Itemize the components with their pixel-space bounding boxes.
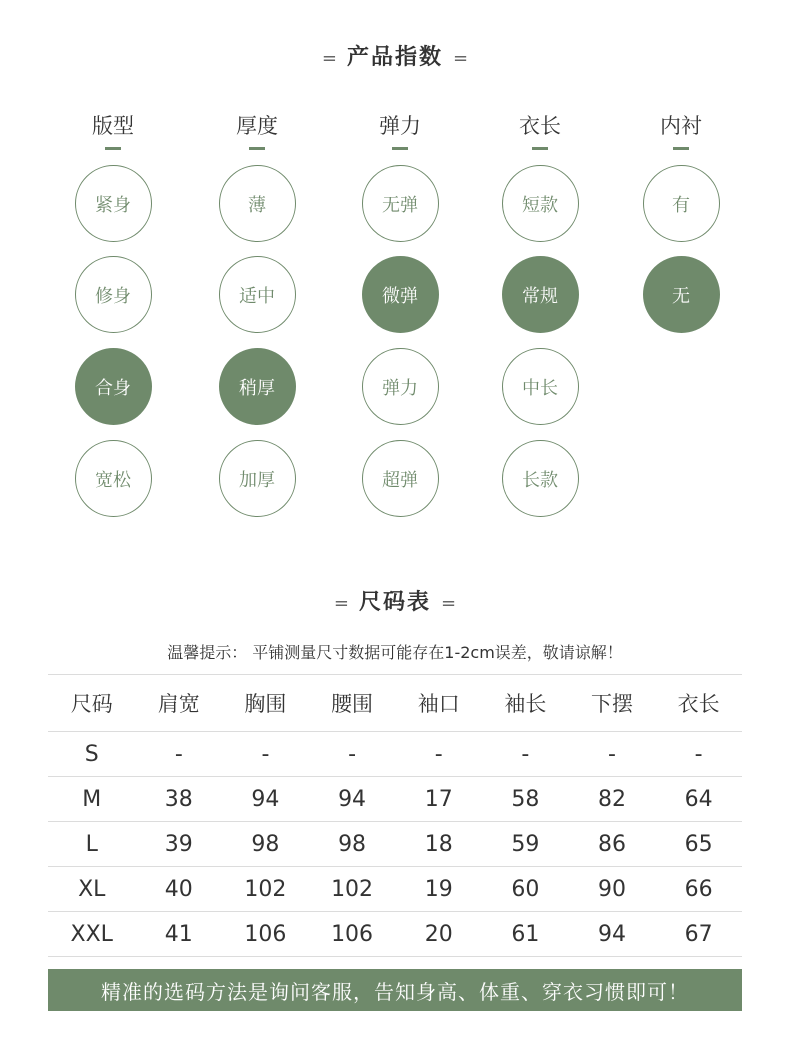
size-table-cell: 102 xyxy=(222,867,309,912)
product-index-title: = 产品指数 = xyxy=(321,45,469,70)
size-table-cell: 20 xyxy=(395,912,482,957)
measurement-tip: 温馨提示： 平铺测量尺寸数据可能存在1-2cm误差，敬请谅解！ xyxy=(167,643,623,662)
size-table-header xyxy=(48,675,742,732)
size-table-cell: 59 xyxy=(482,822,569,867)
size-table-cell: 61 xyxy=(482,912,569,957)
size-table-cell: 38 xyxy=(135,777,222,822)
size-table-cell: 19 xyxy=(395,867,482,912)
index-option-selected: 稍厚 xyxy=(219,348,296,425)
index-column-label: 内衬 xyxy=(660,114,702,138)
size-table-header-cell: 袖口 xyxy=(395,675,482,732)
size-table-cell: S xyxy=(48,732,135,777)
size-table-cell: XL xyxy=(48,867,135,912)
size-table-cell: 86 xyxy=(569,822,656,867)
size-table-cell: 58 xyxy=(482,777,569,822)
index-option-selected: 常规 xyxy=(502,256,579,333)
size-table-cell: 94 xyxy=(222,777,309,822)
size-advice-banner: 精准的选码方法是询问客服，告知身高、体重、穿衣习惯即可！ xyxy=(48,969,742,1011)
size-table-header-cell: 衣长 xyxy=(655,675,742,732)
size-table-cell: 40 xyxy=(135,867,222,912)
size-table-cell: XXL xyxy=(48,912,135,957)
size-table-cell: 94 xyxy=(309,777,396,822)
index-option: 超弹 xyxy=(362,440,439,517)
heading-underline xyxy=(532,147,548,150)
size-table-cell: 64 xyxy=(655,777,742,822)
size-table-cell: 106 xyxy=(309,912,396,957)
index-column-heading xyxy=(197,110,317,150)
size-table-cell: 98 xyxy=(222,822,309,867)
size-table-cell: 90 xyxy=(569,867,656,912)
size-table-cell: 65 xyxy=(655,822,742,867)
heading-underline xyxy=(392,147,408,150)
size-table-cell: - xyxy=(655,732,742,777)
index-option: 宽松 xyxy=(75,440,152,517)
table-row xyxy=(48,912,742,957)
size-table-cell: - xyxy=(569,732,656,777)
size-table-cell: - xyxy=(395,732,482,777)
index-column-label: 版型 xyxy=(92,114,134,138)
size-table xyxy=(48,674,742,957)
size-table-cell: 66 xyxy=(655,867,742,912)
index-column-label: 厚度 xyxy=(236,114,278,138)
index-option: 无弹 xyxy=(362,165,439,242)
size-table-cell: 17 xyxy=(395,777,482,822)
size-table-cell: 94 xyxy=(569,912,656,957)
table-row xyxy=(48,867,742,912)
index-option: 紧身 xyxy=(75,165,152,242)
index-option-selected: 无 xyxy=(643,256,720,333)
size-table-cell: 39 xyxy=(135,822,222,867)
size-table-cell: 67 xyxy=(655,912,742,957)
size-table-header-cell: 袖长 xyxy=(482,675,569,732)
index-option: 薄 xyxy=(219,165,296,242)
size-table-header-cell: 腰围 xyxy=(309,675,396,732)
size-table-header-cell: 肩宽 xyxy=(135,675,222,732)
size-table-cell: - xyxy=(135,732,222,777)
size-chart-title: = 尺码表 = xyxy=(333,590,457,615)
index-column-heading xyxy=(480,110,600,150)
size-table-cell: L xyxy=(48,822,135,867)
index-column-heading xyxy=(53,110,173,150)
table-row xyxy=(48,777,742,822)
size-table-cell: M xyxy=(48,777,135,822)
index-option: 短款 xyxy=(502,165,579,242)
size-table-cell: - xyxy=(309,732,396,777)
index-option-selected: 微弹 xyxy=(362,256,439,333)
heading-underline xyxy=(249,147,265,150)
index-option: 修身 xyxy=(75,256,152,333)
size-table-cell: 60 xyxy=(482,867,569,912)
table-row xyxy=(48,822,742,867)
index-column-heading xyxy=(621,110,741,150)
size-table-cell: - xyxy=(482,732,569,777)
index-option: 弹力 xyxy=(362,348,439,425)
size-table-cell: 98 xyxy=(309,822,396,867)
heading-underline xyxy=(673,147,689,150)
index-option: 加厚 xyxy=(219,440,296,517)
size-table-cell: 41 xyxy=(135,912,222,957)
size-table-header-cell: 下摆 xyxy=(569,675,656,732)
index-column-label: 衣长 xyxy=(519,114,561,138)
index-option: 中长 xyxy=(502,348,579,425)
index-option-selected: 合身 xyxy=(75,348,152,425)
heading-underline xyxy=(105,147,121,150)
index-option: 适中 xyxy=(219,256,296,333)
index-column-heading xyxy=(340,110,460,150)
size-table-cell: 106 xyxy=(222,912,309,957)
size-table-cell: 18 xyxy=(395,822,482,867)
table-row xyxy=(48,732,742,777)
index-option: 长款 xyxy=(502,440,579,517)
size-table-cell: 102 xyxy=(309,867,396,912)
index-column-label: 弹力 xyxy=(379,114,421,138)
size-table-cell: - xyxy=(222,732,309,777)
size-table-header-cell: 尺码 xyxy=(48,675,135,732)
size-table-header-cell: 胸围 xyxy=(222,675,309,732)
index-option: 有 xyxy=(643,165,720,242)
size-table-cell: 82 xyxy=(569,777,656,822)
